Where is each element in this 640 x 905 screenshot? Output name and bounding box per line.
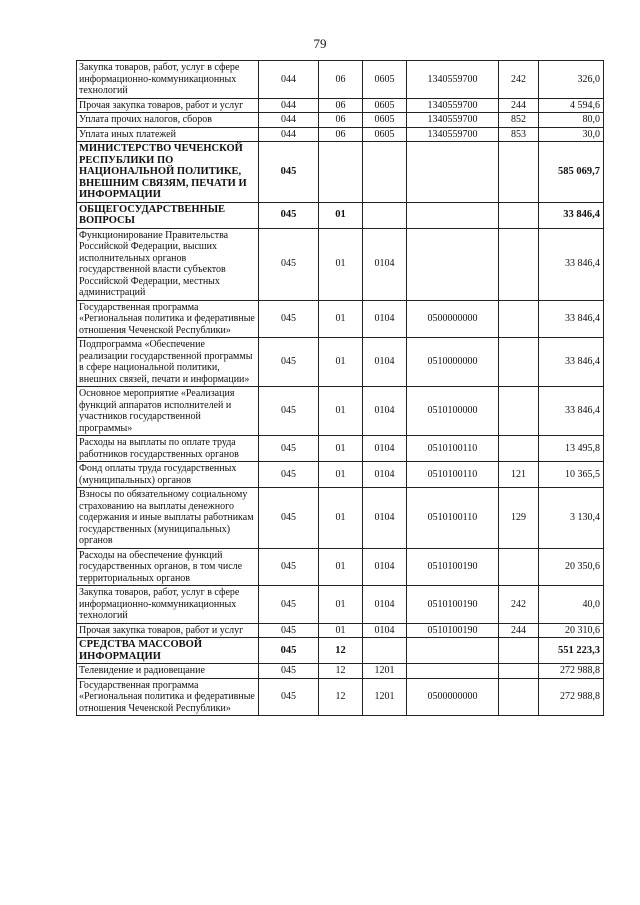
- subsection-code-cell: 0605: [363, 113, 407, 128]
- org-code-cell: 045: [259, 488, 319, 549]
- section-code-cell: 01: [319, 338, 363, 387]
- article-code-cell: 0510100110: [407, 462, 499, 488]
- article-code-cell: 0510100190: [407, 586, 499, 624]
- org-code-cell: 044: [259, 61, 319, 99]
- article-code-cell: [407, 228, 499, 300]
- section-code-cell: 01: [319, 548, 363, 586]
- amount-cell: 33 846,4: [539, 300, 604, 338]
- section-code-cell: 12: [319, 678, 363, 716]
- table-row: [77, 678, 604, 716]
- table-row: [77, 338, 604, 387]
- expense-type-cell: [499, 548, 539, 586]
- amount-cell: 33 846,4: [539, 387, 604, 436]
- table-row: [77, 638, 604, 664]
- table-row: [77, 142, 604, 203]
- expense-name-cell: Расходы на обеспечение функций государственных органов, в том числе территориальных органов: [77, 548, 259, 586]
- table-body: [77, 61, 604, 716]
- expense-name-cell: ОБЩЕГОСУДАРСТВЕННЫЕ ВОПРОСЫ: [77, 202, 259, 228]
- amount-cell: 10 365,5: [539, 462, 604, 488]
- article-code-cell: 1340559700: [407, 127, 499, 142]
- amount-cell: 33 846,4: [539, 338, 604, 387]
- expense-type-cell: [499, 387, 539, 436]
- expense-type-cell: 853: [499, 127, 539, 142]
- expense-name-cell: Уплата иных платежей: [77, 127, 259, 142]
- expense-name-cell: Государственная программа «Региональная политика и федеративные отношения Чеченской Республики»: [77, 678, 259, 716]
- expense-name-cell: Подпрограмма «Обеспечение реализации государственной программы в сфере национальной политики, внешних связей, печати и информации»: [77, 338, 259, 387]
- article-code-cell: 1340559700: [407, 113, 499, 128]
- amount-cell: 80,0: [539, 113, 604, 128]
- table-row: [77, 548, 604, 586]
- table-row: [77, 202, 604, 228]
- subsection-code-cell: [363, 638, 407, 664]
- expense-type-cell: [499, 338, 539, 387]
- expense-type-cell: 852: [499, 113, 539, 128]
- org-code-cell: 045: [259, 638, 319, 664]
- amount-cell: 272 988,8: [539, 678, 604, 716]
- subsection-code-cell: 0605: [363, 61, 407, 99]
- subsection-code-cell: 1201: [363, 678, 407, 716]
- amount-cell: 33 846,4: [539, 202, 604, 228]
- section-code-cell: 01: [319, 202, 363, 228]
- table-row: [77, 228, 604, 300]
- amount-cell: 20 350,6: [539, 548, 604, 586]
- org-code-cell: 045: [259, 228, 319, 300]
- subsection-code-cell: 0104: [363, 488, 407, 549]
- section-code-cell: 12: [319, 638, 363, 664]
- org-code-cell: 045: [259, 142, 319, 203]
- expense-name-cell: Телевидение и радиовещание: [77, 664, 259, 679]
- expense-name-cell: СРЕДСТВА МАССОВОЙ ИНФОРМАЦИИ: [77, 638, 259, 664]
- article-code-cell: 1340559700: [407, 98, 499, 113]
- expense-type-cell: [499, 228, 539, 300]
- amount-cell: 30,0: [539, 127, 604, 142]
- article-code-cell: 0510100000: [407, 387, 499, 436]
- expense-name-cell: Основное мероприятие «Реализация функций аппаратов исполнителей и участников государственной программы»: [77, 387, 259, 436]
- subsection-code-cell: 0605: [363, 98, 407, 113]
- expense-type-cell: 242: [499, 61, 539, 99]
- page-number: 79: [313, 36, 327, 51]
- article-code-cell: [407, 664, 499, 679]
- table-row: [77, 300, 604, 338]
- section-code-cell: 01: [319, 623, 363, 638]
- org-code-cell: 045: [259, 387, 319, 436]
- amount-cell: 33 846,4: [539, 228, 604, 300]
- subsection-code-cell: 0104: [363, 436, 407, 462]
- subsection-code-cell: 0104: [363, 387, 407, 436]
- section-code-cell: 06: [319, 98, 363, 113]
- org-code-cell: 044: [259, 127, 319, 142]
- expense-name-cell: Фонд оплаты труда государственных (муниципальных) органов: [77, 462, 259, 488]
- expense-name-cell: Закупка товаров, работ, услуг в сфере информационно-коммуникационных технологий: [77, 61, 259, 99]
- expense-type-cell: [499, 638, 539, 664]
- article-code-cell: 0500000000: [407, 678, 499, 716]
- section-code-cell: 01: [319, 586, 363, 624]
- amount-cell: 551 223,3: [539, 638, 604, 664]
- article-code-cell: 0510100110: [407, 488, 499, 549]
- subsection-code-cell: 0605: [363, 127, 407, 142]
- expense-name-cell: Функционирование Правительства Российской Федерации, высших исполнительных органов государственной власти субъектов Российской Федерации, местных администраций: [77, 228, 259, 300]
- amount-cell: 40,0: [539, 586, 604, 624]
- table-row: [77, 61, 604, 99]
- table-row: [77, 127, 604, 142]
- section-code-cell: 01: [319, 488, 363, 549]
- amount-cell: 272 988,8: [539, 664, 604, 679]
- expense-name-cell: МИНИСТЕРСТВО ЧЕЧЕНСКОЙ РЕСПУБЛИКИ ПО НАЦИОНАЛЬНОЙ ПОЛИТИКЕ, ВНЕШНИМ СВЯЗЯМ, ПЕЧАТИ И ИНФОРМАЦИИ: [77, 142, 259, 203]
- expense-name-cell: Взносы по обязательному социальному страхованию на выплаты денежного содержания и иные выплаты работникам государственных (муниципальных) органов: [77, 488, 259, 549]
- section-code-cell: 06: [319, 113, 363, 128]
- section-code-cell: 01: [319, 462, 363, 488]
- expense-name-cell: Прочая закупка товаров, работ и услуг: [77, 623, 259, 638]
- table-row: [77, 113, 604, 128]
- table-row: [77, 462, 604, 488]
- article-code-cell: 0510000000: [407, 338, 499, 387]
- expense-type-cell: 242: [499, 586, 539, 624]
- section-code-cell: 01: [319, 300, 363, 338]
- subsection-code-cell: 0104: [363, 548, 407, 586]
- article-code-cell: 0510100110: [407, 436, 499, 462]
- section-code-cell: 06: [319, 127, 363, 142]
- article-code-cell: [407, 142, 499, 203]
- expense-type-cell: [499, 664, 539, 679]
- org-code-cell: 044: [259, 113, 319, 128]
- section-code-cell: 12: [319, 664, 363, 679]
- article-code-cell: 0500000000: [407, 300, 499, 338]
- amount-cell: 3 130,4: [539, 488, 604, 549]
- org-code-cell: 045: [259, 586, 319, 624]
- org-code-cell: 045: [259, 623, 319, 638]
- table-row: [77, 488, 604, 549]
- expense-type-cell: 244: [499, 623, 539, 638]
- article-code-cell: 0510100190: [407, 623, 499, 638]
- subsection-code-cell: 0104: [363, 228, 407, 300]
- amount-cell: 326,0: [539, 61, 604, 99]
- article-code-cell: [407, 638, 499, 664]
- subsection-code-cell: 1201: [363, 664, 407, 679]
- amount-cell: 13 495,8: [539, 436, 604, 462]
- table-row: [77, 623, 604, 638]
- org-code-cell: 045: [259, 678, 319, 716]
- org-code-cell: 045: [259, 300, 319, 338]
- expense-type-cell: [499, 678, 539, 716]
- subsection-code-cell: [363, 202, 407, 228]
- amount-cell: 4 594,6: [539, 98, 604, 113]
- org-code-cell: 045: [259, 338, 319, 387]
- expense-type-cell: 121: [499, 462, 539, 488]
- table-row: [77, 436, 604, 462]
- expense-name-cell: Закупка товаров, работ, услуг в сфере информационно-коммуникационных технологий: [77, 586, 259, 624]
- org-code-cell: 045: [259, 462, 319, 488]
- org-code-cell: 045: [259, 202, 319, 228]
- expense-type-cell: [499, 142, 539, 203]
- expense-type-cell: 129: [499, 488, 539, 549]
- expense-name-cell: Государственная программа «Региональная политика и федеративные отношения Чеченской Республики»: [77, 300, 259, 338]
- expense-type-cell: 244: [499, 98, 539, 113]
- expense-name-cell: Уплата прочих налогов, сборов: [77, 113, 259, 128]
- expense-type-cell: [499, 202, 539, 228]
- article-code-cell: 1340559700: [407, 61, 499, 99]
- expense-name-cell: Расходы на выплаты по оплате труда работников государственных органов: [77, 436, 259, 462]
- section-code-cell: 01: [319, 387, 363, 436]
- table-row: [77, 98, 604, 113]
- table-row: [77, 387, 604, 436]
- expense-name-cell: Прочая закупка товаров, работ и услуг: [77, 98, 259, 113]
- article-code-cell: [407, 202, 499, 228]
- org-code-cell: 045: [259, 664, 319, 679]
- org-code-cell: 045: [259, 436, 319, 462]
- amount-cell: 20 310,6: [539, 623, 604, 638]
- org-code-cell: 044: [259, 98, 319, 113]
- section-code-cell: 01: [319, 228, 363, 300]
- amount-cell: 585 069,7: [539, 142, 604, 203]
- subsection-code-cell: [363, 142, 407, 203]
- table-row: [77, 664, 604, 679]
- org-code-cell: 045: [259, 548, 319, 586]
- subsection-code-cell: 0104: [363, 462, 407, 488]
- section-code-cell: 01: [319, 436, 363, 462]
- section-code-cell: 06: [319, 61, 363, 99]
- subsection-code-cell: 0104: [363, 338, 407, 387]
- expense-type-cell: [499, 436, 539, 462]
- budget-table: [76, 60, 604, 716]
- subsection-code-cell: 0104: [363, 623, 407, 638]
- subsection-code-cell: 0104: [363, 300, 407, 338]
- article-code-cell: 0510100190: [407, 548, 499, 586]
- subsection-code-cell: 0104: [363, 586, 407, 624]
- expense-type-cell: [499, 300, 539, 338]
- table-row: [77, 586, 604, 624]
- section-code-cell: [319, 142, 363, 203]
